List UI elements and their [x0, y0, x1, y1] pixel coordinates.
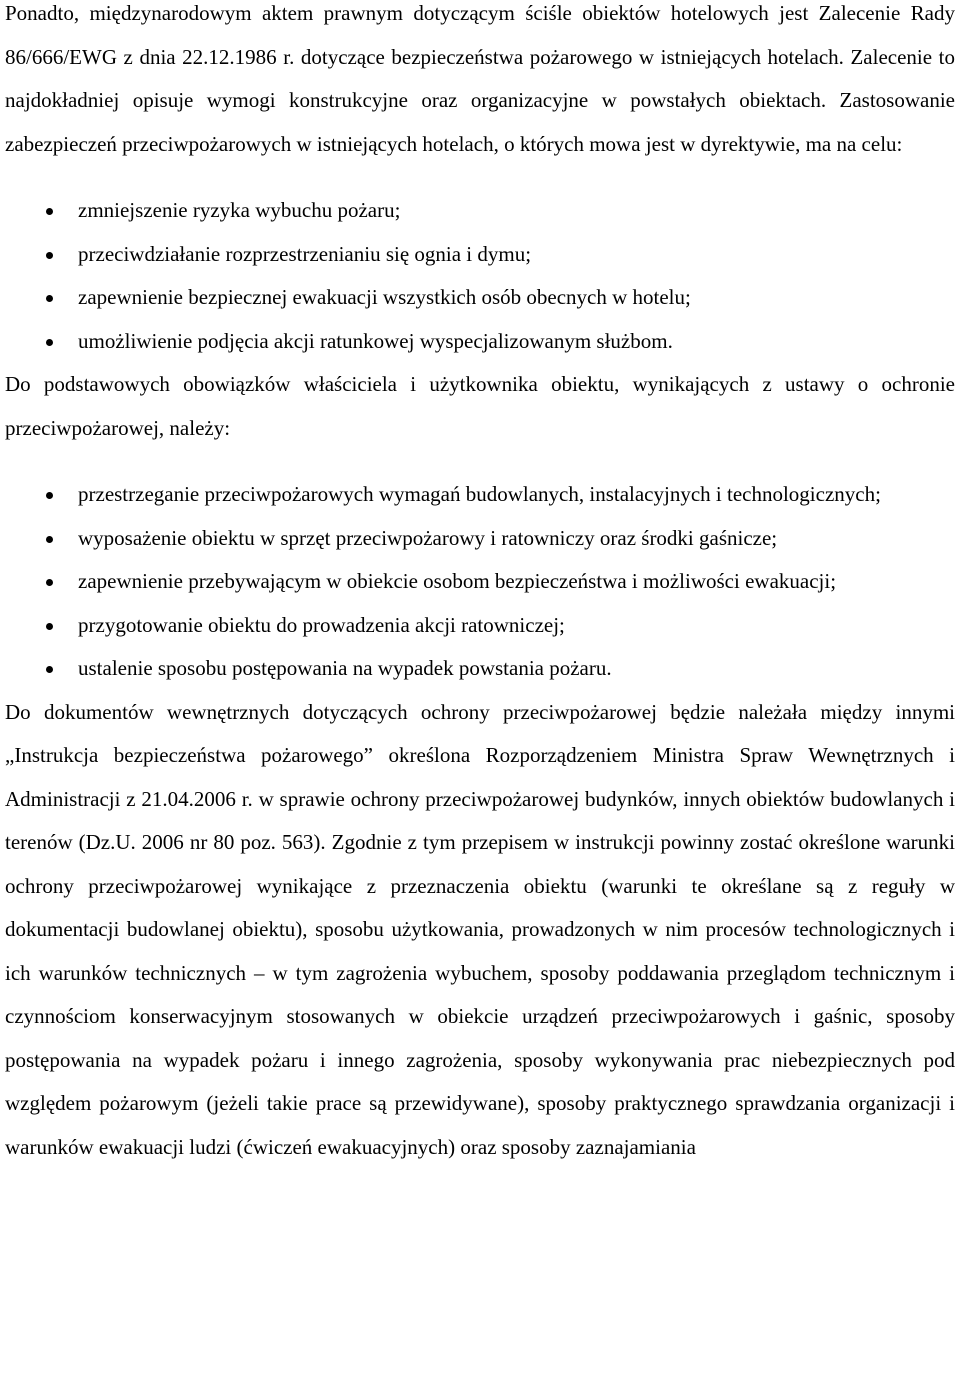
- list-item-text: wyposażenie obiektu w sprzęt przeciwpożarowy i ratowniczy oraz środki gaśnicze;: [78, 525, 778, 550]
- list-item: [5, 320, 955, 364]
- bullet-icon: [46, 339, 53, 346]
- bullet-icon: [46, 536, 53, 543]
- list-item-text: przygotowanie obiektu do prowadzenia akcji ratowniczej;: [78, 612, 565, 637]
- list-item-text: przeciwdziałanie rozprzestrzenianiu się ognia i dymu;: [78, 241, 532, 266]
- bullet-icon: [46, 492, 53, 499]
- bullet-list-goals: [5, 189, 955, 363]
- list-item-text: zapewnienie bezpiecznej ewakuacji wszystkich osób obecnych w hotelu;: [78, 285, 691, 309]
- list-item: [5, 276, 955, 320]
- list-item-text: przestrzeganie przeciwpożarowych wymagań budowlanych, instalacyjnych i technologicznych;: [78, 482, 881, 506]
- document-page: [5, 0, 955, 1169]
- list-item: [5, 517, 955, 561]
- paragraph-obligations: Do podstawowych obowiązków właściciela i użytkownika obiektu, wynikających z ustawy o ochronie przeciwpożarowej, należy:: [5, 372, 955, 440]
- list-item: [5, 647, 955, 691]
- list-item: [5, 189, 955, 233]
- bullet-icon: [46, 252, 53, 259]
- bullet-icon: [46, 208, 53, 215]
- paragraph-documents: Do dokumentów wewnętrznych dotyczących ochrony przeciwpożarowej będzie należała między innymi „Instrukcja bezpieczeństwa pożarowego” określona Rozporządzeniem Ministra Spraw Wewnętrznych i Administracji z 21.04.2006 r. w sprawie ochrony przeciwpożarowej budynków, innych obiektów budowlanych i terenów (Dz.U. 2006 nr 80 poz. 563). Zgodnie z tym przepisem w instrukcji powinny zostać określone warunki ochrony przeciwpożarowej wynikające z przeznaczenia obiektu (warunki te określane są z reguły w dokumentacji budowlanej obiektu), sposobu użytkowania, prowadzonych w nim procesów technologicznych i ich warunków technicznych – w tym zagrożenia wybuchem, sposoby poddawania przeglądom technicznym i czynnościom konserwacyjnym stosowanych w obiekcie urządzeń przeciwpożarowych i gaśnic, sposoby postępowania na wypadek pożaru i innego zagrożenia, sposoby wykonywania prac niebezpiecznych pod względem pożarowym (jeżeli takie prace są przewidywane), sposoby praktycznego sprawdzania organizacji i warunków ewakuacji ludzi (ćwiczeń ewakuacyjnych) oraz sposoby zaznajamiania: [5, 699, 955, 1159]
- bullet-icon: [46, 295, 53, 302]
- list-item-text: zmniejszenie ryzyka wybuchu pożaru;: [78, 198, 401, 222]
- bullet-list-obligations: [5, 473, 955, 691]
- list-item-text: umożliwienie podjęcia akcji ratunkowej wyspecjalizowanym służbom.: [78, 328, 673, 353]
- paragraph-intro: Ponadto, międzynarodowym aktem prawnym dotyczącym ściśle obiektów hotelowych jest Zalecenie Rady 86/666/EWG z dnia 22.12.1986 r. dotyczące bezpieczeństwa pożarowego w istniejących hotelach. Zalecenie to najdokładniej opisuje wymogi konstrukcyjne oraz organizacyjne w powstałych obiektach. Zastosowanie zabezpieczeń przeciwpożarowych w istniejących hotelach, o których mowa jest w dyrektywie, ma na celu:: [5, 1, 955, 156]
- list-item: [5, 473, 955, 517]
- list-item: [5, 560, 955, 604]
- list-item: [5, 233, 955, 277]
- list-item-text: zapewnienie przebywającym w obiekcie osobom bezpieczeństwa i możliwości ewakuacji;: [78, 569, 837, 593]
- list-item-text: ustalenie sposobu postępowania na wypadek powstania pożaru.: [78, 656, 612, 680]
- bullet-icon: [46, 666, 53, 673]
- bullet-icon: [46, 623, 53, 630]
- bullet-icon: [46, 579, 53, 586]
- list-item: [5, 604, 955, 648]
